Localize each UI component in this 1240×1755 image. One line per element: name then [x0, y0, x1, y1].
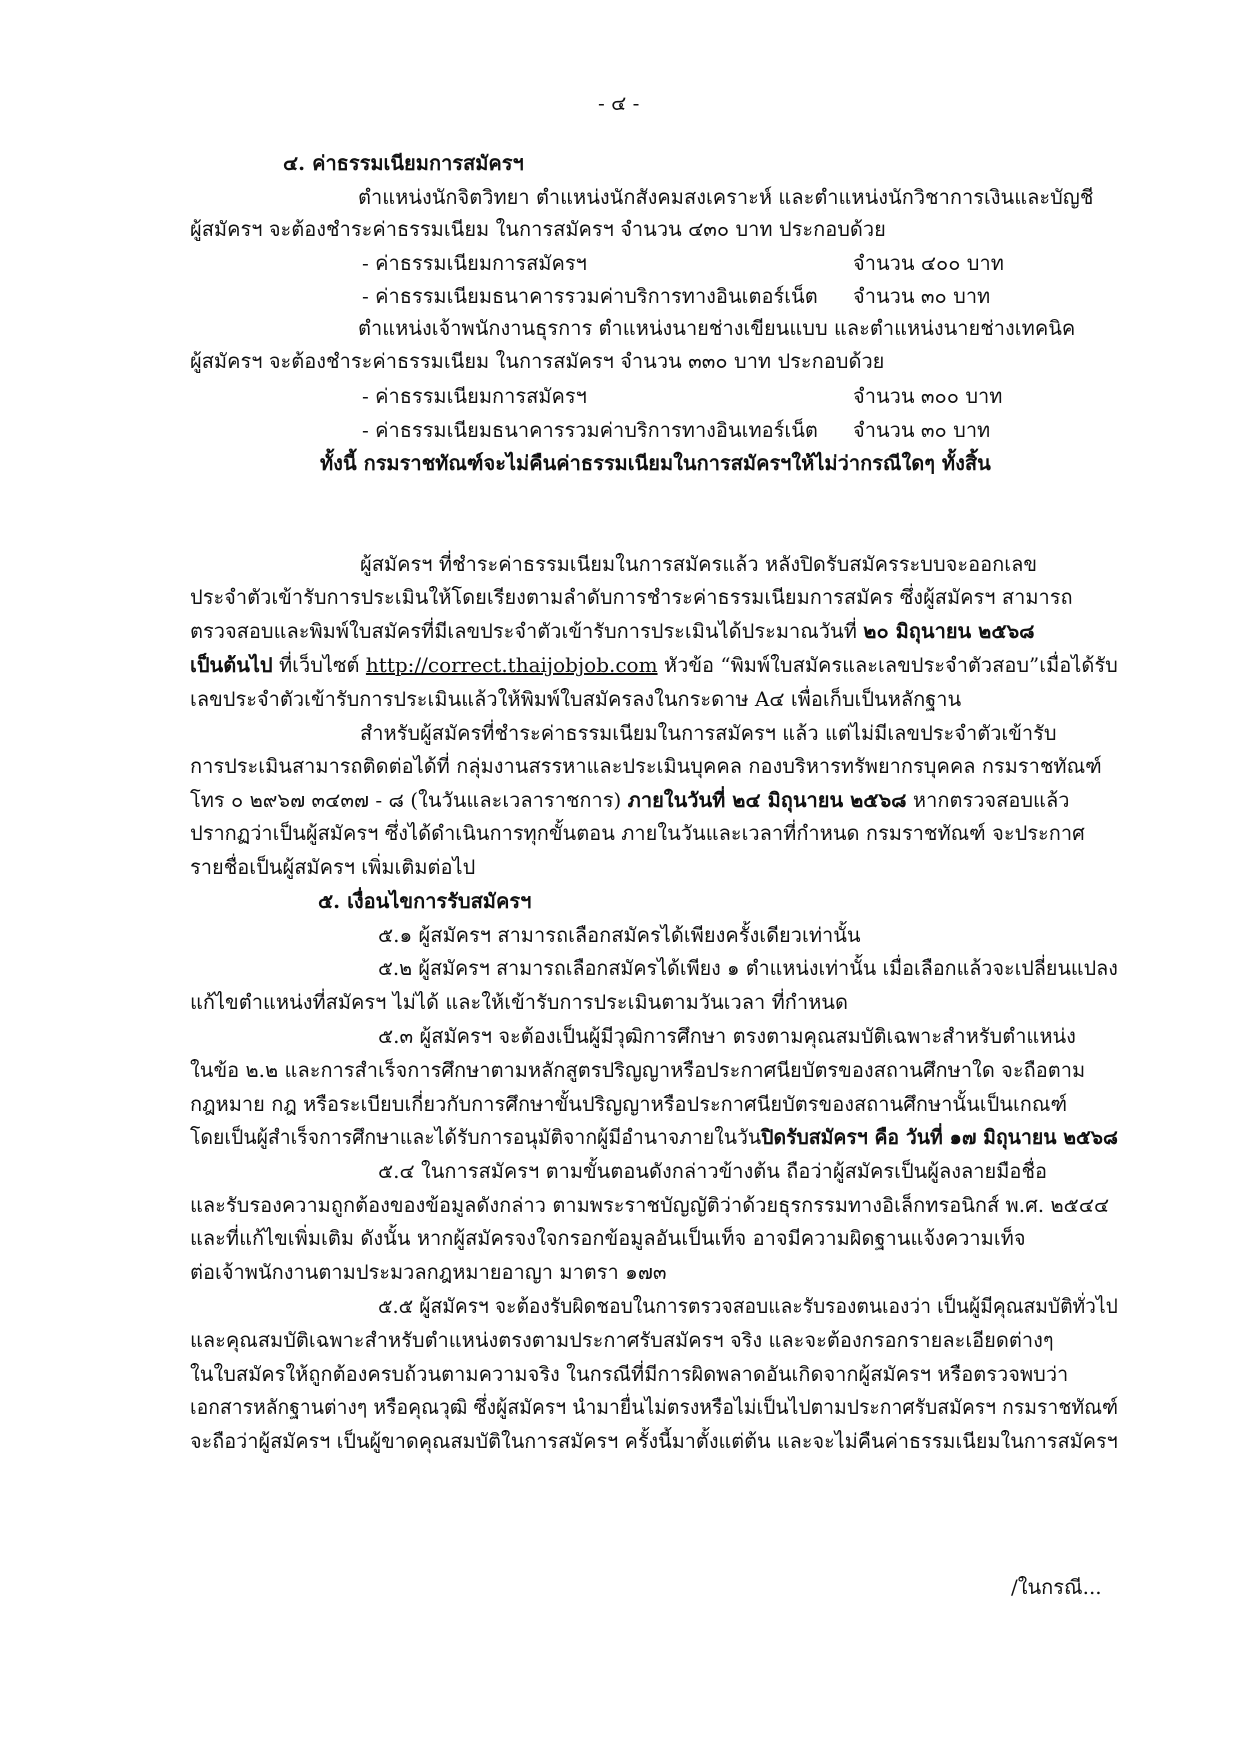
condition-5-3: กฎหมาย กฎ หรือระเบียบเกี่ยวกับการศึกษาขั้นปริญญาหรือประกาศนียบัตรของสถานศึกษานั้นเป็นเกณฑ์ [190, 1092, 1068, 1116]
para1-text: ที่เว็บไซต์ [272, 653, 366, 677]
fee-item-label: - ค่าธรรมเนียมการสมัครฯ [362, 251, 587, 275]
para2-line: สำหรับผู้สมัครที่ชำระค่าธรรมเนียมในการสมัครฯ แล้ว แต่ไม่มีเลขประจำตัวเข้ารับ [360, 721, 1057, 745]
group1-line: ผู้สมัครฯ จะต้องชำระค่าธรรมเนียม ในการสมัครฯ จำนวน ๔๓๐ บาท ประกอบด้วย [190, 217, 886, 241]
page-number: - ๔ - [598, 91, 640, 115]
condition-5-4: ต่อเจ้าพนักงานตามประมวลกฎหมายอาญา มาตรา ๑๗๓ [190, 1260, 667, 1284]
condition-5-4: และรับรองความถูกต้องของข้อมูลดังกล่าว ตามพระราชบัญญัติว่าด้วยธุรกรรมทางอิเล็กทรอนิกส์ พ.ศ. ๒๕๔๔ [190, 1193, 1110, 1217]
condition-5-5: ๕.๕ ผู้สมัครฯ จะต้องรับผิดชอบในการตรวจสอบและรับรองตนเองว่า เป็นผู้มีคุณสมบัติทั่วไป [378, 1294, 1118, 1318]
condition-5-1: ๕.๑ ผู้สมัครฯ สามารถเลือกสมัครได้เพียงครั้งเดียวเท่านั้น [378, 923, 861, 947]
print-date: ๒๐ มิถุนายน ๒๕๖๘ [863, 619, 1035, 643]
para1-bold-text: เป็นต้นไป [190, 653, 273, 677]
para2-line [190, 785, 1069, 815]
group2-line: ตำแหน่งเจ้าพนักงานธุรการ ตำแหน่งนายช่างเขียนแบบ และตำแหน่งนายช่างเทคนิค [358, 316, 1076, 340]
para1-line: ผู้สมัครฯ ที่ชำระค่าธรรมเนียมในการสมัครแล้ว หลังปิดรับสมัครระบบจะออกเลข [360, 552, 1038, 576]
closing-date: ปิดรับสมัครฯ คือ วันที่ ๑๗ มิถุนายน ๒๕๖๘ [761, 1125, 1118, 1149]
condition-5-3: ๕.๓ ผู้สมัครฯ จะต้องเป็นผู้มีวุฒิการศึกษา ตรงตามคุณสมบัติเฉพาะสำหรับตำแหน่ง [378, 1024, 1076, 1048]
fee-item-amount: จำนวน ๓๐ บาท [853, 284, 991, 308]
condition-5-5: ในใบสมัครให้ถูกต้องครบถ้วนตามความจริง ในกรณีที่มีการผิดพลาดอันเกิดจากผู้สมัครฯ หรือตรวจพบว่า [190, 1362, 1069, 1386]
para1-line [190, 616, 1035, 646]
para2-text: โทร ๐ ๒๙๖๗ ๓๔๓๗ - ๘ (ในวันและเวลาราชการ) [190, 788, 628, 812]
fee-item-amount: จำนวน ๓๐๐ บาท [853, 384, 1003, 408]
para2-line: รายชื่อเป็นผู้สมัครฯ เพิ่มเติมต่อไป [190, 855, 476, 879]
para1-text: ตรวจสอบและพิมพ์ใบสมัครที่มีเลขประจำตัวเข้ารับการประเมินได้ประมาณวันที่ [190, 619, 864, 643]
section-4-heading: ๔. ค่าธรรมเนียมการสมัครฯ [283, 151, 524, 175]
contact-deadline: ภายในวันที่ ๒๔ มิถุนายน ๒๕๖๘ [627, 788, 907, 812]
fee-item-label: - ค่าธรรมเนียมธนาคารรวมค่าบริการทางอินเทอร์เน็ต [362, 418, 818, 442]
fee-item-amount: จำนวน ๓๐ บาท [853, 418, 991, 442]
no-refund-notice: ทั้งนี้ กรมราชทัณฑ์จะไม่คืนค่าธรรมเนียมในการสมัครฯให้ไม่ว่ากรณีใดๆ ทั้งสิ้น [320, 451, 991, 475]
continuation-marker: /ในกรณี... [1011, 1575, 1102, 1599]
condition-5-3 [190, 1122, 1118, 1152]
para2-line: การประเมินสามารถติดต่อได้ที่ กลุ่มงานสรรหาและประเมินบุคคล กองบริหารทรัพยากรบุคคล กรมราชทัณฑ์ [190, 754, 1102, 778]
condition-5-3: ในข้อ ๒.๒ และการสำเร็จการศึกษาตามหลักสูตรปริญญาหรือประกาศนียบัตรของสถานศึกษาใด จะถือตาม [190, 1058, 1086, 1082]
condition-5-2: ๕.๒ ผู้สมัครฯ สามารถเลือกสมัครได้เพียง ๑ ตำแหน่งเท่านั้น เมื่อเลือกแล้วจะเปลี่ยนแปลง [378, 956, 1118, 980]
para2-line: ปรากฏว่าเป็นผู้สมัครฯ ซึ่งได้ดำเนินการทุกขั้นตอน ภายในวันและเวลาที่กำหนด กรมราชทัณฑ์ จะประกาศ [190, 821, 1085, 845]
para1-line: เลขประจำตัวเข้ารับการประเมินแล้วให้พิมพ์ใบสมัครลงในกระดาษ A๔ เพื่อเก็บเป็นหลักฐาน [190, 687, 962, 711]
condition-5-5: จะถือว่าผู้สมัครฯ เป็นผู้ขาดคุณสมบัติในการสมัครฯ ครั้งนี้มาตั้งแต่ต้น และจะไม่คืนค่าธรรมเนียมในการสมัครฯ [190, 1429, 1118, 1453]
fee-item-label: - ค่าธรรมเนียมธนาคารรวมค่าบริการทางอินเตอร์เน็ต [362, 284, 818, 308]
condition-5-4: และที่แก้ไขเพิ่มเติม ดังนั้น หากผู้สมัครจงใจกรอกข้อมูลอันเป็นเท็จ อาจมีความผิดฐานแจ้งความเท็จ [190, 1226, 1026, 1250]
para1-line: ประจำตัวเข้ารับการประเมินให้โดยเรียงตามลำดับการชำระค่าธรรมเนียมการสมัคร ซึ่งผู้สมัครฯ สามารถ [190, 585, 1073, 609]
para2-text: หากตรวจสอบแล้ว [906, 788, 1070, 812]
group1-line: ตำแหน่งนักจิตวิทยา ตำแหน่งนักสังคมสงเคราะห์ และตำแหน่งนักวิชาการเงินและบัญชี [358, 185, 1094, 209]
condition-5-5: และคุณสมบัติเฉพาะสำหรับตำแหน่งตรงตามประกาศรับสมัครฯ จริง และจะต้องกรอกรายละเอียดต่างๆ [190, 1328, 1054, 1352]
fee-item-amount: จำนวน ๔๐๐ บาท [853, 251, 1004, 275]
fee-item-label: - ค่าธรรมเนียมการสมัครฯ [362, 384, 587, 408]
para1-line [190, 650, 1118, 680]
website-link[interactable]: http://correct.thaijobjob.com [365, 653, 658, 677]
condition-5-4: ๕.๔ ในการสมัครฯ ตามขั้นตอนดังกล่าวข้างต้น ถือว่าผู้สมัครเป็นผู้ลงลายมือชื่อ [378, 1159, 1048, 1183]
condition-text: โดยเป็นผู้สำเร็จการศึกษาและได้รับการอนุมัติจากผู้มีอำนาจภายในวัน [190, 1125, 762, 1149]
section-5-heading: ๕. เงื่อนไขการรับสมัครฯ [318, 889, 532, 913]
condition-5-5: เอกสารหลักฐานต่างๆ หรือคุณวุฒิ ซึ่งผู้สมัครฯ นำมายื่นไม่ตรงหรือไม่เป็นไปตามประกาศรับสมัครฯ กรมราชทัณฑ์ [190, 1395, 1119, 1419]
group2-line: ผู้สมัครฯ จะต้องชำระค่าธรรมเนียม ในการสมัครฯ จำนวน ๓๓๐ บาท ประกอบด้วย [190, 349, 885, 373]
condition-5-2: แก้ไขตำแหน่งที่สมัครฯ ไม่ได้ และให้เข้ารับการประเมินตามวันเวลา ที่กำหนด [190, 990, 848, 1014]
para1-text: หัวข้อ “พิมพ์ใบสมัครและเลขประจำตัวสอบ”เมื่อได้รับ [657, 653, 1118, 677]
